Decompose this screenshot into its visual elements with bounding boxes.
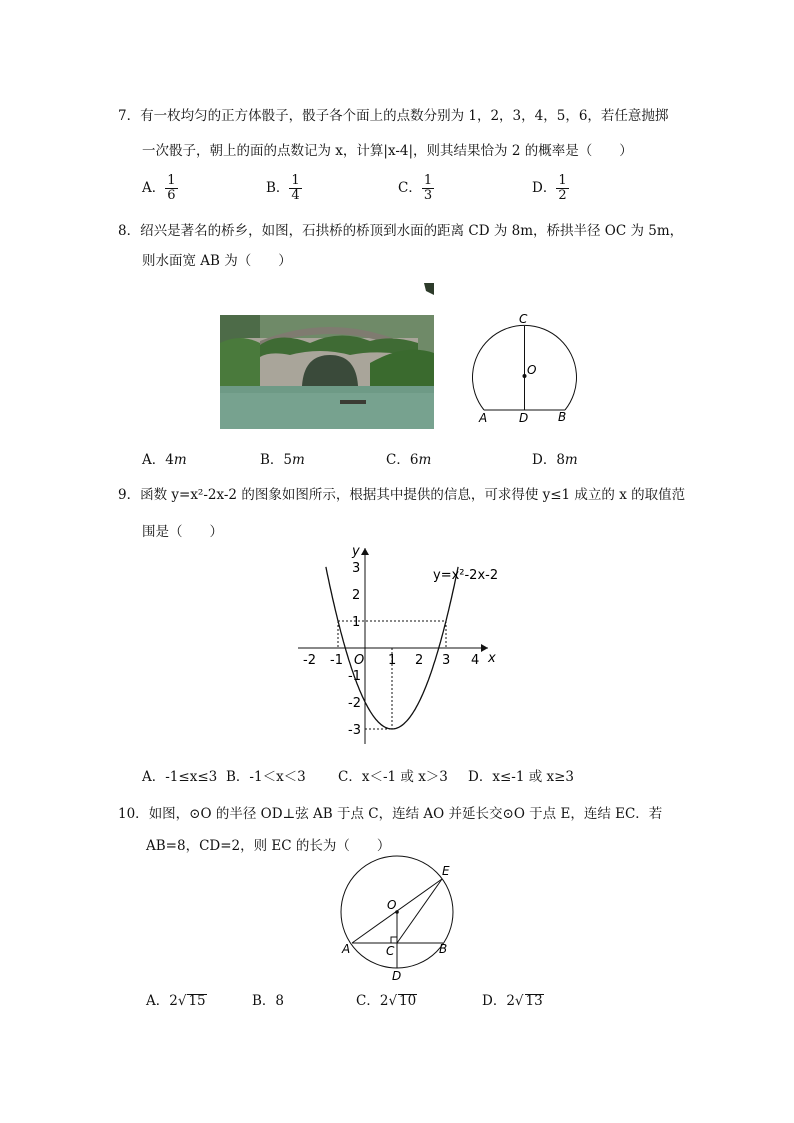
x-axis-arrow <box>481 644 488 652</box>
y-tick-1: 1 <box>352 615 361 630</box>
q8-number: 8． <box>118 223 141 239</box>
sqrt-sign: √ <box>177 993 187 1009</box>
label-a: A <box>342 942 351 956</box>
x-axis-label: x <box>488 651 496 666</box>
q8-line2: 则水面宽 AB 为（ ） <box>142 253 292 269</box>
y-tick-neg3: -3 <box>348 723 361 738</box>
right-angle-mark <box>391 937 397 943</box>
q8-option-b[interactable]: B．5m <box>260 452 305 468</box>
label-c: C <box>519 312 528 326</box>
q7-option-a[interactable]: A． $\frac{1}{6}$ <box>142 173 176 203</box>
y-axis-label: y <box>352 544 360 559</box>
x-tick-2: 2 <box>415 653 424 668</box>
center-point <box>523 374 527 378</box>
label-o: O <box>387 898 397 912</box>
label-a: A <box>479 411 488 425</box>
q10-line2: AB=8，CD=2，则 EC 的长为（ ） <box>146 838 391 854</box>
circle-diagram <box>330 855 460 985</box>
q10-number: 10． <box>118 806 149 822</box>
y-axis-arrow <box>361 548 369 555</box>
q7-option-c[interactable]: C． $\frac{1}{3}$ <box>398 173 433 203</box>
q9-option-a[interactable]: A．-1≤x≤3 <box>142 769 218 785</box>
label-b: B <box>558 410 567 424</box>
label-d: D <box>519 411 529 425</box>
fraction: $\frac{1}{3}$ <box>423 173 433 203</box>
curve-label: y=x²-2x-2 <box>433 568 499 583</box>
q8-text-line1: 绍兴是著名的桥乡，如图，石拱桥的桥顶到水面的距离 CD 为 8m，桥拱半径 OC 为 5m， <box>140 223 684 239</box>
label-b: B <box>439 942 448 956</box>
q7-line2: 一次骰子，朝上的面的点数记为 x，计算|x-4|，则其结果恰为 2 的概率是（ ） <box>142 143 633 159</box>
arch-diagram <box>470 310 580 428</box>
label-c: C <box>386 944 395 958</box>
label-e: E <box>442 864 450 878</box>
q7-option-d[interactable]: D． $\frac{1}{2}$ <box>532 173 567 203</box>
line-ec <box>397 879 442 943</box>
origin-label: O <box>354 653 365 668</box>
x-tick-3: 3 <box>442 653 451 668</box>
q9-option-c[interactable]: C．x＜-1 或 x＞3 <box>338 769 448 785</box>
q8-option-c[interactable]: C．6m <box>386 452 432 468</box>
q10-option-c[interactable]: C．2√ 10 <box>356 993 417 1009</box>
label-o: O <box>527 363 537 377</box>
sqrt-sign: √ <box>514 993 524 1009</box>
y-tick-3: 3 <box>352 561 361 576</box>
q7-option-b[interactable]: B． $\frac{1}{4}$ <box>266 173 300 203</box>
q8-option-a[interactable]: A．4m <box>142 452 187 468</box>
label-d: D <box>392 969 402 983</box>
y-tick-neg1: -1 <box>348 669 361 684</box>
fraction: $\frac{1}{4}$ <box>291 173 300 203</box>
fraction: $\frac{1}{2}$ <box>558 173 567 203</box>
q7-line1 <box>118 104 668 124</box>
q7-number: 7． <box>118 108 141 124</box>
q8-option-d[interactable]: D．8m <box>532 452 578 468</box>
q7-text-line1: 有一枚均匀的正方体骰子，骰子各个面上的点数分别为 1，2，3，4，5，6，若任意抛掷 <box>140 108 669 124</box>
q10-option-d[interactable]: D．2√ 13 <box>482 993 543 1009</box>
q8-line1 <box>118 219 683 239</box>
q10-option-b[interactable]: B．8 <box>252 993 285 1009</box>
q9-number: 9． <box>118 487 141 503</box>
sqrt-sign: √ <box>388 993 398 1009</box>
q9-line1 <box>118 483 685 503</box>
q10-option-a[interactable]: A．2√ 15 <box>146 993 206 1009</box>
y-tick-2: 2 <box>352 588 361 603</box>
q9-line2: 围是（ ） <box>142 524 223 540</box>
q10-line1 <box>118 802 662 822</box>
bridge-photo <box>220 283 434 429</box>
x-tick-neg2: -2 <box>303 653 316 668</box>
x-tick-4: 4 <box>471 653 480 668</box>
x-tick-neg1: -1 <box>330 653 343 668</box>
x-tick-1: 1 <box>388 653 397 668</box>
q9-option-b[interactable]: B．-1＜x＜3 <box>226 769 306 785</box>
q10-text-line1: 如图，⊙O 的半径 OD⊥弦 AB 于点 C，连结 AO 并延长交⊙O 于点 E，连结 EC．若 <box>148 806 663 822</box>
parabola-graph <box>290 540 500 750</box>
q9-option-d[interactable]: D．x≤-1 或 x≥3 <box>468 769 575 785</box>
y-tick-neg2: -2 <box>348 696 361 711</box>
fraction: $\frac{1}{6}$ <box>167 173 176 203</box>
q9-text-line1: 函数 y=x²-2x-2 的图象如图所示，根据其中提供的信息，可求得使 y≤1 成立的 x 的取值范 <box>140 487 686 503</box>
